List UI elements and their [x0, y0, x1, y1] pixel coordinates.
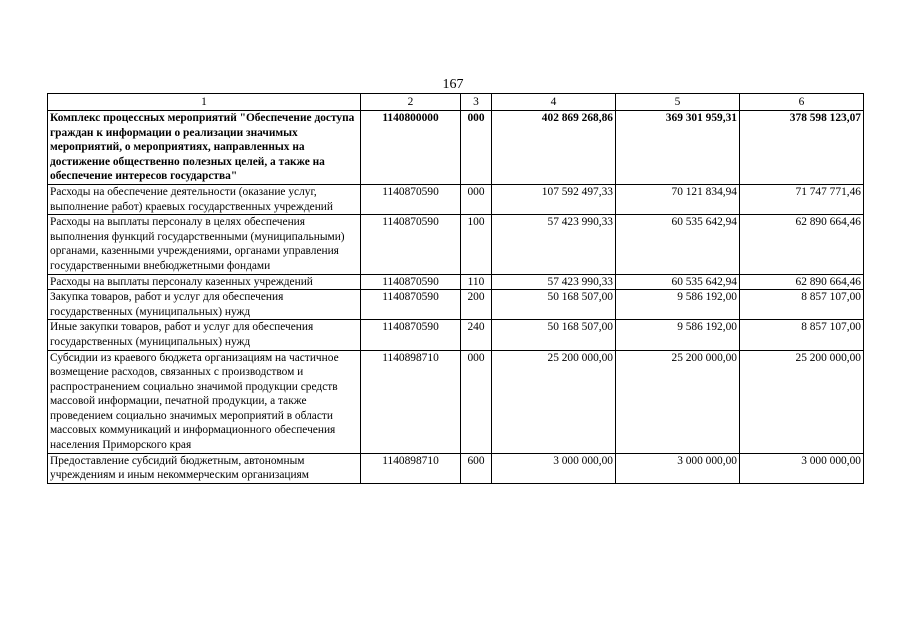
- row-amount-col6: 378 598 123,07: [740, 111, 864, 185]
- row-amount-col5: 9 586 192,00: [616, 320, 740, 350]
- row-amount-col5: 25 200 000,00: [616, 350, 740, 453]
- column-header: 4: [492, 94, 616, 111]
- table-row: [48, 111, 864, 185]
- row-amount-col4: 57 423 990,33: [492, 274, 616, 290]
- column-header: 2: [361, 94, 461, 111]
- row-expense-type: 600: [461, 453, 492, 483]
- row-code: 1140870590: [361, 274, 461, 290]
- column-header: 3: [461, 94, 492, 111]
- row-expense-type: 110: [461, 274, 492, 290]
- row-amount-col5: 70 121 834,94: [616, 184, 740, 214]
- row-amount-col4: 402 869 268,86: [492, 111, 616, 185]
- table-row: [48, 350, 864, 453]
- row-amount-col6: 25 200 000,00: [740, 350, 864, 453]
- column-header: 6: [740, 94, 864, 111]
- row-description: Расходы на обеспечение деятельности (оказание услуг, выполнение работ) краевых государственных учреждений: [48, 184, 361, 214]
- row-amount-col6: 62 890 664,46: [740, 274, 864, 290]
- row-code: 1140898710: [361, 453, 461, 483]
- row-amount-col5: 60 535 642,94: [616, 215, 740, 274]
- row-expense-type: 000: [461, 350, 492, 453]
- row-amount-col4: 50 168 507,00: [492, 290, 616, 320]
- row-expense-type: 200: [461, 290, 492, 320]
- row-code: 1140870590: [361, 320, 461, 350]
- column-header: 5: [616, 94, 740, 111]
- row-code: 1140870590: [361, 290, 461, 320]
- table-row: [48, 453, 864, 483]
- row-description: Иные закупки товаров, работ и услуг для обеспечения государственных (муниципальных) нужд: [48, 320, 361, 350]
- table-row: [48, 184, 864, 214]
- column-header: 1: [48, 94, 361, 111]
- row-description: Расходы на выплаты персоналу казенных учреждений: [48, 274, 361, 290]
- row-amount-col4: 3 000 000,00: [492, 453, 616, 483]
- table-row: [48, 274, 864, 290]
- row-amount-col5: 3 000 000,00: [616, 453, 740, 483]
- row-code: 1140898710: [361, 350, 461, 453]
- row-description: Субсидии из краевого бюджета организациям на частичное возмещение расходов, связанных с производством и распространением социально значимой продукции средств массовой информации, печатной продукции, а также проведением социально значимых мероприятий в области массовых коммуникаций и информационного обеспечения населения Приморского края: [48, 350, 361, 453]
- row-amount-col6: 8 857 107,00: [740, 320, 864, 350]
- row-code: 1140870590: [361, 215, 461, 274]
- row-expense-type: 000: [461, 111, 492, 185]
- row-amount-col4: 107 592 497,33: [492, 184, 616, 214]
- row-description: Комплекс процессных мероприятий "Обеспечение доступа граждан к информации о реализации значимых мероприятий, о мероприятиях, направленных на достижение общественно полезных целей, а также на обеспечение интересов государства": [48, 111, 361, 185]
- row-amount-col6: 71 747 771,46: [740, 184, 864, 214]
- row-amount-col4: 50 168 507,00: [492, 320, 616, 350]
- row-amount-col6: 3 000 000,00: [740, 453, 864, 483]
- page-number: 167: [442, 77, 464, 92]
- row-amount-col6: 62 890 664,46: [740, 215, 864, 274]
- row-description: Закупка товаров, работ и услуг для обеспечения государственных (муниципальных) нужд: [48, 290, 361, 320]
- budget-table: [47, 93, 864, 484]
- row-expense-type: 000: [461, 184, 492, 214]
- table-row: [48, 320, 864, 350]
- row-description: Расходы на выплаты персоналу в целях обеспечения выполнения функций государственными (муниципальными) органами, казенными учреждениями, органами управления государственными внебюджетными фондами: [48, 215, 361, 274]
- table-row: [48, 215, 864, 274]
- row-expense-type: 100: [461, 215, 492, 274]
- column-number-row: [48, 94, 864, 111]
- row-expense-type: 240: [461, 320, 492, 350]
- row-code: 1140870590: [361, 184, 461, 214]
- row-amount-col6: 8 857 107,00: [740, 290, 864, 320]
- row-amount-col5: 60 535 642,94: [616, 274, 740, 290]
- row-amount-col5: 369 301 959,31: [616, 111, 740, 185]
- row-amount-col4: 25 200 000,00: [492, 350, 616, 453]
- row-code: 1140800000: [361, 111, 461, 185]
- row-description: Предоставление субсидий бюджетным, автономным учреждениям и иным некоммерческим организациям: [48, 453, 361, 483]
- row-amount-col4: 57 423 990,33: [492, 215, 616, 274]
- row-amount-col5: 9 586 192,00: [616, 290, 740, 320]
- table-row: [48, 290, 864, 320]
